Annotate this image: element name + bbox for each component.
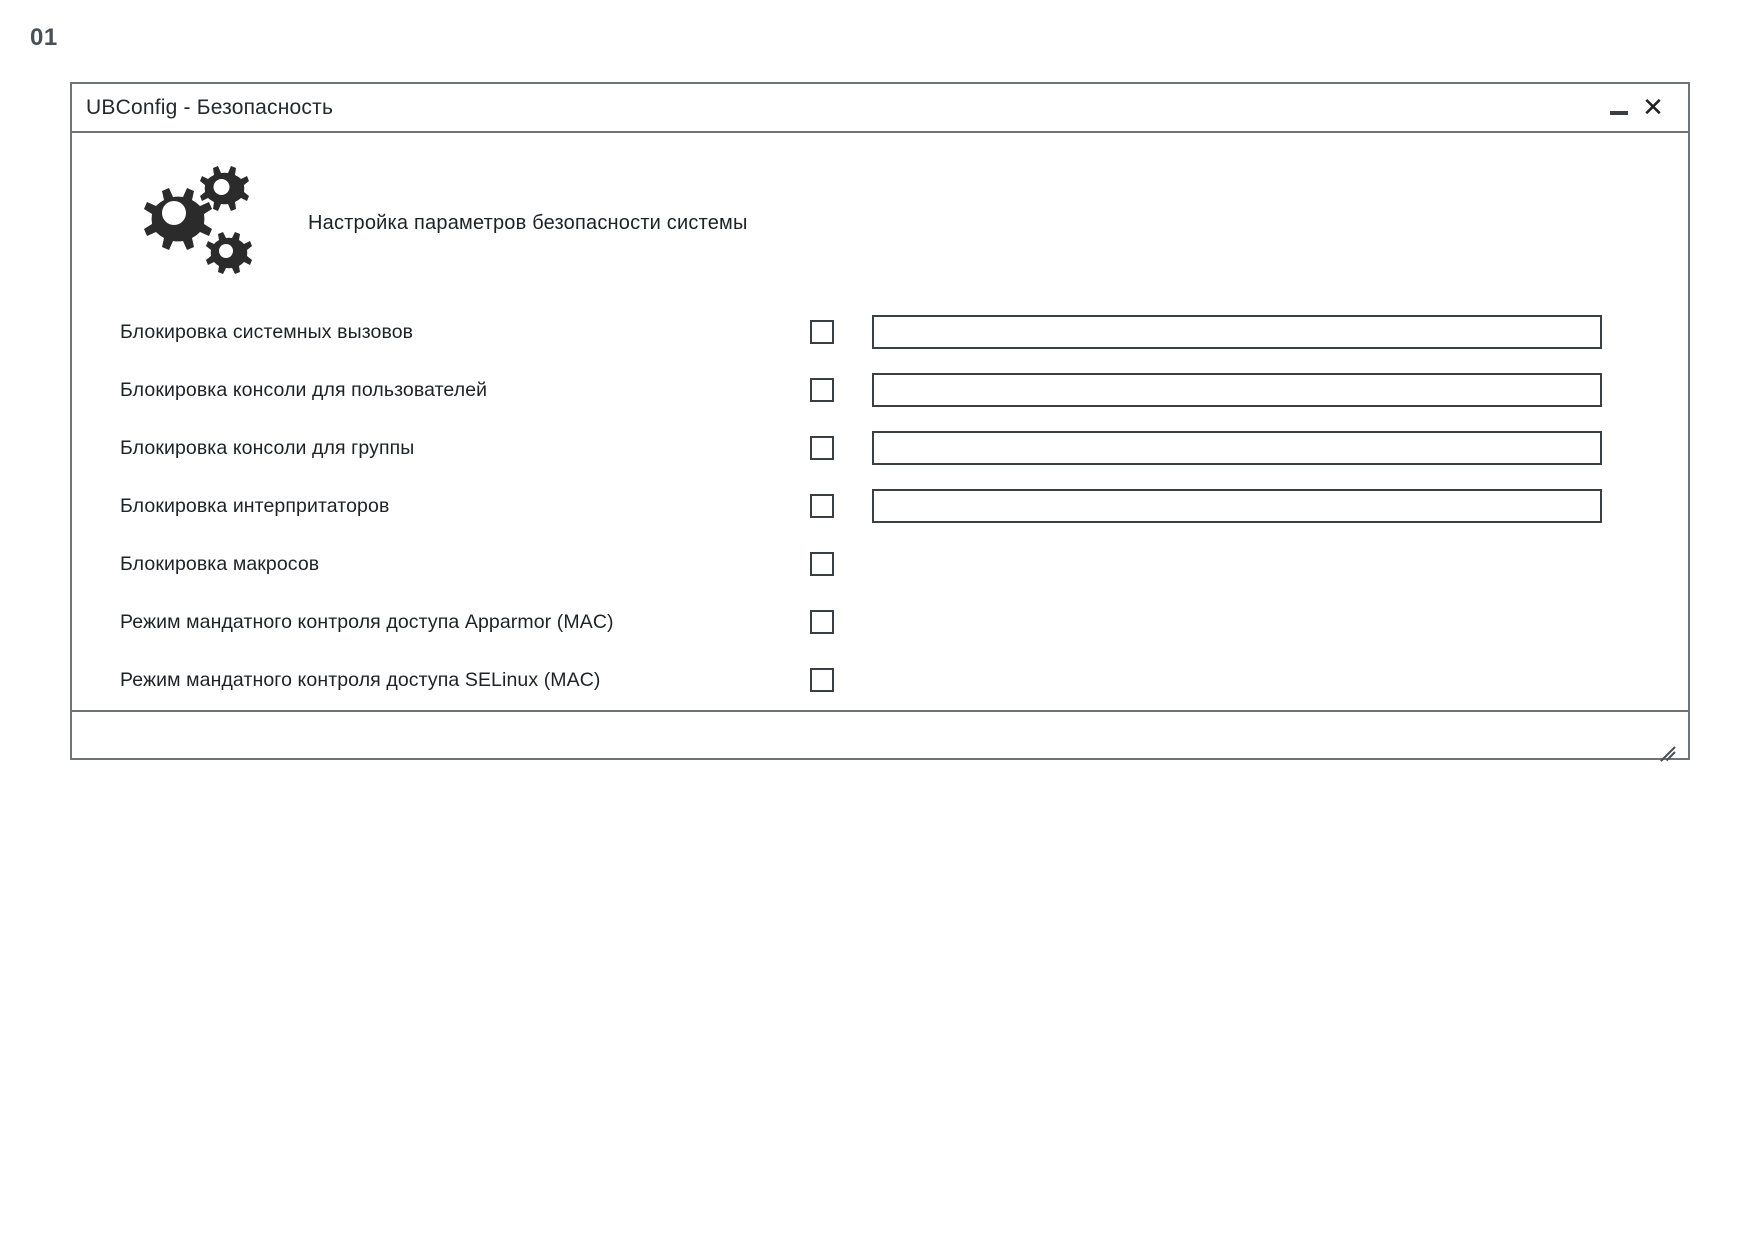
input-console-group-lock[interactable] bbox=[872, 431, 1602, 465]
setting-row bbox=[120, 593, 1688, 651]
settings-list bbox=[72, 283, 1688, 709]
input-syscall-lock[interactable] bbox=[872, 315, 1602, 349]
field-slot-empty bbox=[872, 605, 1602, 639]
setting-label-apparmor-mac: Режим мандатного контроля доступа Apparmor (MAC) bbox=[120, 610, 614, 633]
setting-label-interpreters-lock: Блокировка интерпритаторов bbox=[120, 494, 390, 517]
setting-row bbox=[120, 535, 1688, 593]
ubconfig-window bbox=[70, 82, 1690, 760]
checkbox-selinux-mac[interactable] bbox=[810, 668, 834, 692]
checkbox-macros-lock[interactable] bbox=[810, 552, 834, 576]
header-row bbox=[72, 133, 1688, 283]
window-content bbox=[72, 133, 1688, 710]
resize-grip-icon[interactable] bbox=[1652, 728, 1678, 754]
input-interpreters-lock[interactable] bbox=[872, 489, 1602, 523]
checkbox-syscall-lock[interactable] bbox=[810, 320, 834, 344]
setting-row bbox=[120, 419, 1688, 477]
window-titlebar bbox=[72, 84, 1688, 133]
field-slot bbox=[872, 489, 1602, 523]
close-button[interactable] bbox=[1636, 91, 1670, 125]
field-slot bbox=[872, 431, 1602, 465]
field-slot-empty bbox=[872, 547, 1602, 581]
setting-label-macros-lock: Блокировка макросов bbox=[120, 552, 320, 575]
field-slot bbox=[872, 315, 1602, 349]
gears-icon bbox=[118, 158, 258, 288]
setting-row bbox=[120, 303, 1688, 361]
field-slot bbox=[872, 373, 1602, 407]
checkbox-apparmor-mac[interactable] bbox=[810, 610, 834, 634]
checkbox-console-users-lock[interactable] bbox=[810, 378, 834, 402]
setting-row bbox=[120, 361, 1688, 419]
window-title: UBConfig - Безопасность bbox=[86, 95, 334, 119]
setting-row bbox=[120, 651, 1688, 709]
checkbox-console-group-lock[interactable] bbox=[810, 436, 834, 460]
field-slot-empty bbox=[872, 663, 1602, 697]
input-console-users-lock[interactable] bbox=[872, 373, 1602, 407]
setting-label-console-group-lock: Блокировка консоли для группы bbox=[120, 436, 415, 459]
setting-label-console-users-lock: Блокировка консоли для пользователей bbox=[120, 378, 488, 401]
close-icon: ✕ bbox=[1642, 92, 1664, 123]
setting-label-selinux-mac: Режим мандатного контроля доступа SELinux (MAC) bbox=[120, 668, 601, 691]
page-marker: 01 bbox=[30, 24, 58, 51]
checkbox-interpreters-lock[interactable] bbox=[810, 494, 834, 518]
window-statusbar bbox=[72, 710, 1688, 758]
minimize-icon bbox=[1610, 111, 1628, 115]
minimize-button[interactable] bbox=[1602, 91, 1636, 125]
setting-label-syscall-lock: Блокировка системных вызовов bbox=[120, 320, 414, 343]
header-caption: Настройка параметров безопасности системы bbox=[308, 211, 748, 234]
setting-row bbox=[120, 477, 1688, 535]
